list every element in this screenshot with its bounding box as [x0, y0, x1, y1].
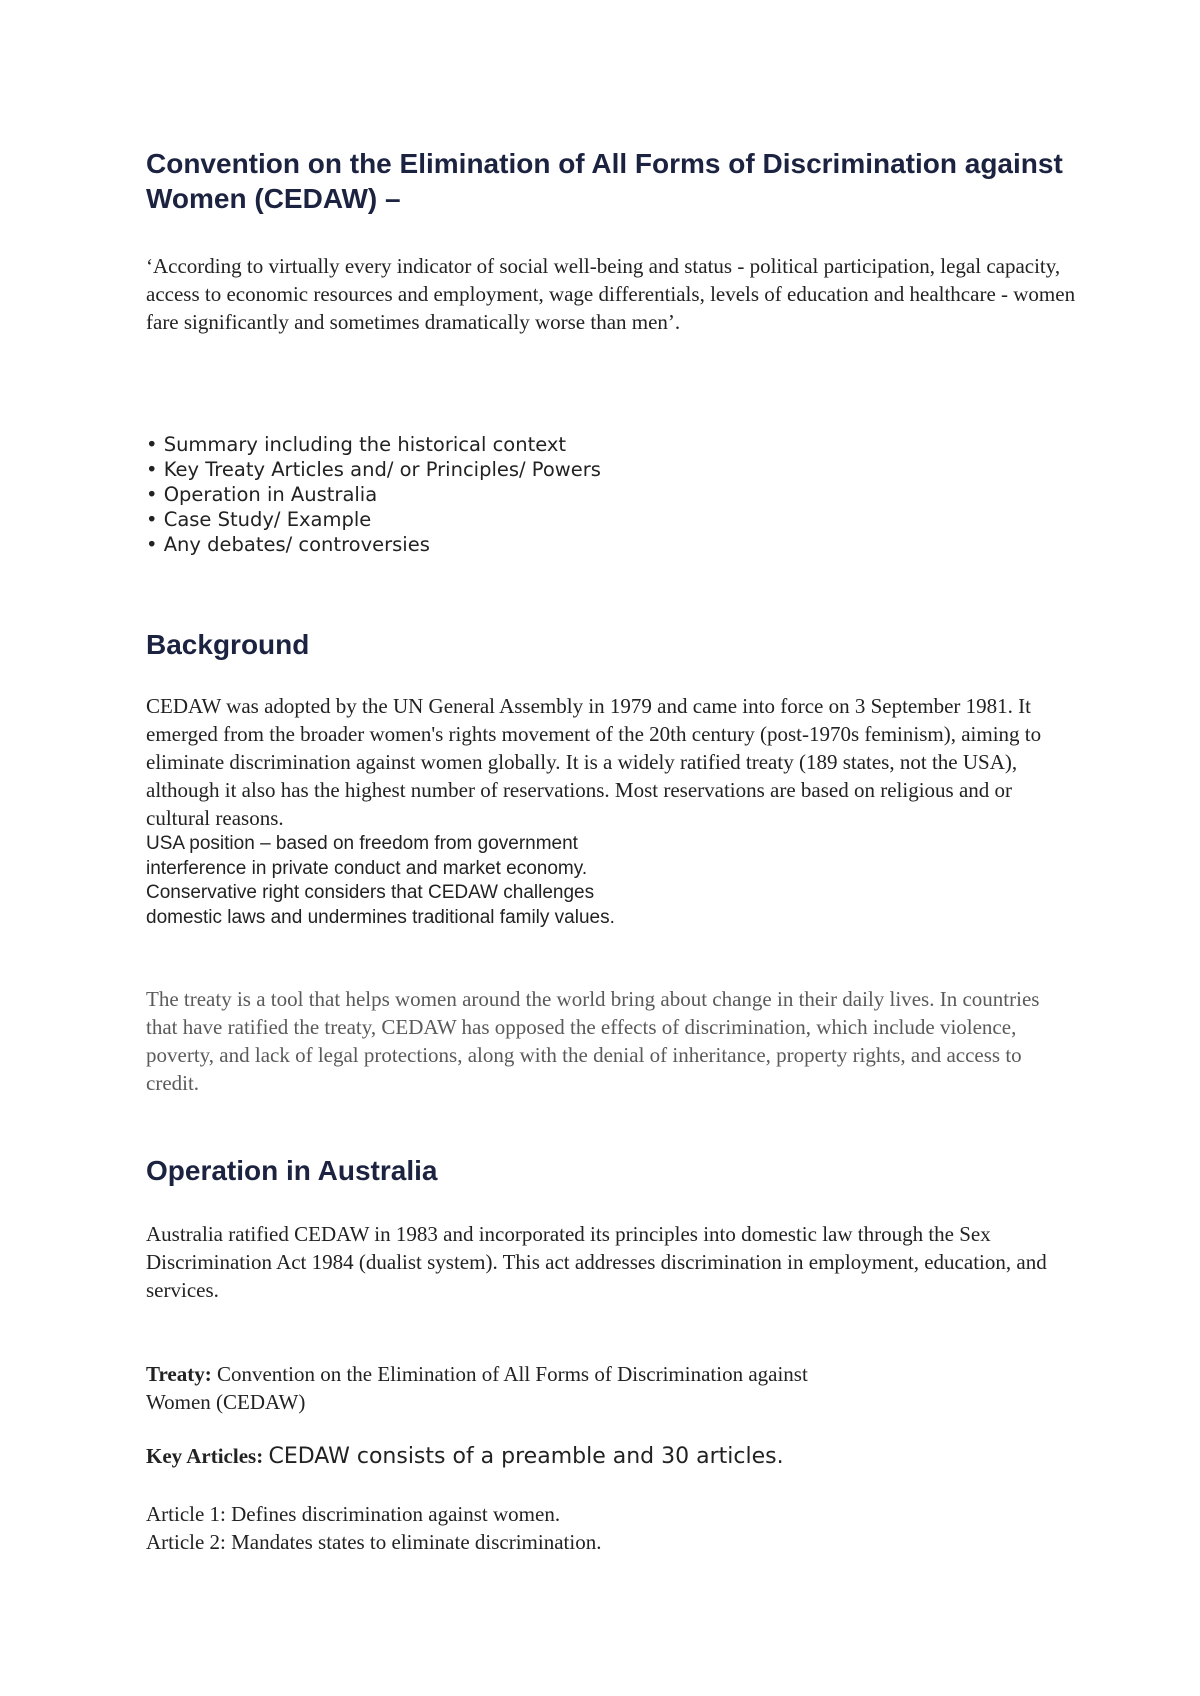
document-title: Convention on the Elimination of All Forms of Discrimination against Women (CEDAW) –	[146, 148, 1063, 214]
usa-line: USA position – based on freedom from government	[146, 833, 578, 854]
treaty-tool-paragraph: The treaty is a tool that helps women around the world bring about change in their daily lives. In countries that have ratified the treaty, CEDAW has opposed the effects of discrimination, which include violence, poverty, and lack of legal protections, along with the denial of inheritance, property rights, and access to credit.	[146, 987, 1040, 1095]
articles-list	[146, 1500, 1076, 1556]
usa-line: Conservative right considers that CEDAW challenges	[146, 882, 595, 903]
list-item: Article 2: Mandates states to eliminate discrimination.	[146, 1530, 602, 1554]
operation-paragraph: Australia ratified CEDAW in 1983 and incorporated its principles into domestic law through the Sex Discrimination Act 1984 (dualist system). This act addresses discrimination in employment, education, and services.	[146, 1222, 1047, 1302]
key-articles-text: CEDAW consists of a preamble and 30 articles.	[268, 1444, 784, 1469]
list-item: • Operation in Australia	[146, 483, 378, 506]
usa-line: domestic laws and undermines traditional family values.	[146, 906, 615, 928]
intro-quote: ‘According to virtually every indicator of social well-being and status - political participation, legal capacity, access to economic resources and employment, wage differentials, levels of education and healthcare - women fare significantly and sometimes dramatically worse than men’.	[146, 254, 1076, 334]
list-item: • Case Study/ Example	[146, 508, 372, 531]
background-heading: Background	[146, 629, 310, 660]
list-item: • Summary including the historical context	[146, 433, 567, 456]
background-paragraph: CEDAW was adopted by the UN General Assembly in 1979 and came into force on 3 September 1981. It emerged from the broader women's rights movement of the 20th century (post-1970s feminism), aiming to eliminate discrimination against women globally. It is a widely ratified treaty (189 states, not the USA), although it also has the highest number of reservations. Most reservations are based on religious and or cultural reasons.	[146, 694, 1042, 830]
key-articles-label: Key Articles:	[146, 1444, 264, 1468]
usa-line: interference in private conduct and market economy.	[146, 857, 588, 879]
list-item: Article 1: Defines discrimination against women.	[146, 1502, 561, 1526]
treaty-block	[146, 1360, 1076, 1416]
topic-list	[146, 432, 1076, 557]
list-item: • Any debates/ controversies	[146, 533, 430, 556]
usa-position-text	[146, 832, 1076, 930]
treaty-name-line2: Women (CEDAW)	[146, 1390, 306, 1414]
treaty-label: Treaty:	[146, 1362, 212, 1386]
key-articles-line	[146, 1442, 1076, 1471]
treaty-name-line1: Convention on the Elimination of All Forms of Discrimination against	[216, 1362, 808, 1386]
list-item: • Key Treaty Articles and/ or Principles/ Powers	[146, 458, 601, 481]
operation-heading: Operation in Australia	[146, 1155, 438, 1186]
